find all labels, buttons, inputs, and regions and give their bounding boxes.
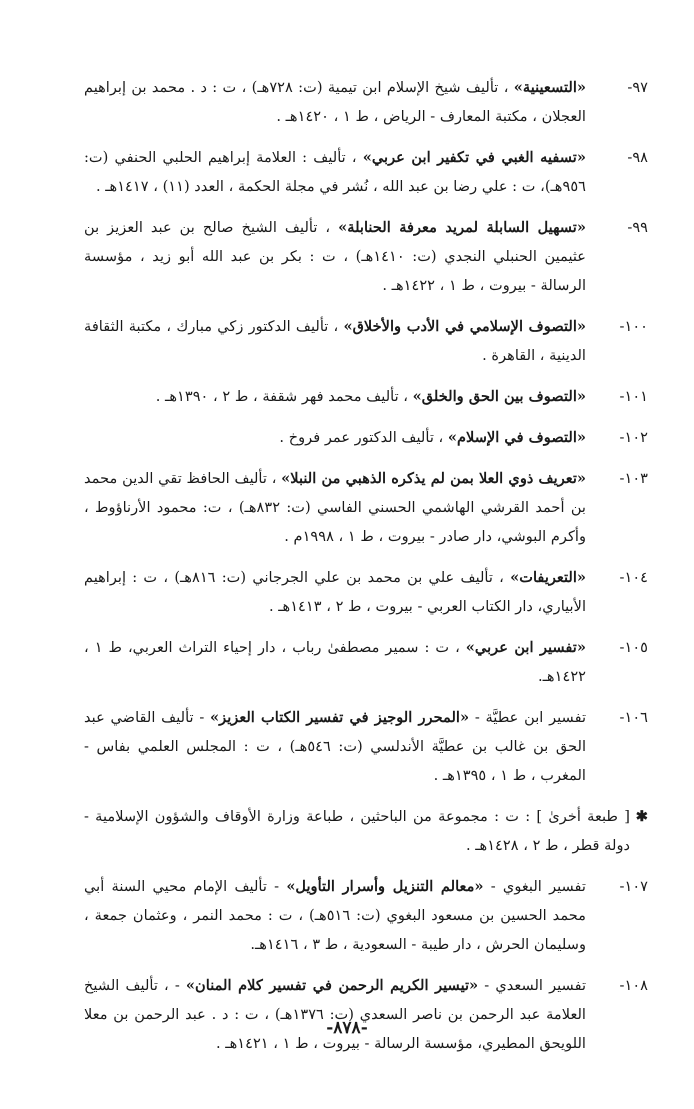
entry-prefix: تفسير السعدي -	[484, 977, 587, 994]
entry-number: ٩٧-	[627, 79, 648, 96]
entry-number: ١٠٣-	[619, 470, 648, 487]
entry-title: «التصوف بين الحق والخلق»	[412, 388, 586, 405]
entry-number: ٩٩-	[627, 219, 648, 236]
entry-title: «المحرر الوجيز في تفسير الكتاب العزيز»	[210, 709, 470, 726]
bibliography-entry	[84, 312, 648, 370]
entry-number: ١٠٦-	[619, 709, 648, 726]
asterisk-icon: ✱	[635, 808, 648, 825]
entry-details: ، تأليف محمد فهر شقفة ، ط ٢ ، ١٣٩٠هـ .	[155, 388, 408, 405]
entry-number: ٩٨-	[627, 149, 648, 166]
entry-title: «تيسير الكريم الرحمن في تفسير كلام المنان»	[185, 977, 479, 994]
entry-title: «تسفيه الغبي في تكفير ابن عربي»	[362, 149, 586, 166]
entry-number: ١٠٥-	[619, 639, 648, 656]
entry-title: «تسهيل السابلة لمريد معرفة الحنابلة»	[338, 219, 586, 236]
bibliography-entry	[84, 872, 648, 959]
entry-details: ، تأليف علي بن محمد بن علي الجرجاني (ت: ٨١٦هـ) ، ت : إبراهيم الأبياري، دار الكتاب العربي - بيروت ، ط ٢ ، ١٤١٣هـ .	[84, 569, 586, 615]
bibliography-entry	[84, 633, 648, 691]
bibliography-entry	[84, 73, 648, 131]
bibliography-entry	[84, 143, 648, 201]
entry-title: «تفسير ابن عربي»	[465, 639, 586, 656]
entry-prefix: تفسير ابن عطيَّة -	[474, 709, 587, 726]
bibliography-entry	[84, 703, 648, 790]
entry-details: ، تأليف الحافظ تقي الدين محمد بن أحمد القرشي الهاشمي الحسني الفاسي (ت: ٨٣٢هـ) ، ت: محمود الأرناؤوط ، وأكرم البوشي، دار صادر - بيروت ، ط ١ ، ١٩٩٨م .	[84, 470, 586, 545]
entry-number: ١٠٤-	[619, 569, 648, 586]
entry-details: - ، تأليف الشيخ العلامة عبد الرحمن بن ناصر السعدي (ت: ١٣٧٦هـ) ، ت : د . عبد الرحمن بن معلا اللويحق المطيري، مؤسسة الرسالة - بيروت ، ط ١ ، ١٤٢١هـ .	[84, 977, 586, 1052]
bibliography-entry	[84, 382, 648, 411]
page-number: -٨٧٨-	[326, 1018, 368, 1038]
entry-details: ، تأليف الدكتور عمر فروخ .	[279, 429, 444, 446]
entry-details: - تأليف القاضي عبد الحق بن غالب بن عطيَّة الأندلسي (ت: ٥٤٦هـ) ، ت : المجلس العلمي بفاس - المغرب ، ط ١ ، ١٣٩٥هـ .	[84, 709, 586, 784]
note-text: [ طبعة أخرىٰ ] : ت : مجموعة من الباحثين ، طباعة وزارة الأوقاف والشؤون الإسلامية - دولة قطر ، ط ٢ ، ١٤٢٨هـ .	[84, 808, 630, 854]
entry-details: ، تأليف شيخ الإسلام ابن تيمية (ت: ٧٢٨هـ) ، ت : د . محمد بن إبراهيم العجلان ، مكتبة المعارف - الرياض ، ط ١ ، ١٤٢٠هـ .	[84, 79, 586, 125]
entry-number: ١٠٢-	[619, 429, 648, 446]
entry-details: ، ت : سمير مصطفىٰ رباب ، دار إحياء التراث العربي، ط ١ ، ١٤٢٢هـ.	[84, 639, 586, 685]
entry-title: «التصوف الإسلامي في الأدب والأخلاق»	[343, 318, 587, 335]
entry-details: ، تأليف الدكتور زكي مبارك ، مكتبة الثقافة الدينية ، القاهرة .	[84, 318, 586, 364]
entry-title: «تعريف ذوي العلا بمن لم يذكره الذهبي من النبلا»	[281, 470, 587, 487]
entry-details: - تأليف الإمام محيي السنة أبي محمد الحسين بن مسعود البغوي (ت: ٥١٦هـ) ، ت : محمد النمر ، وعثمان جمعة ، وسليمان الحرش ، دار طيبة - السعودية ، ط ٣ ، ١٤١٦هـ.	[84, 878, 586, 953]
bibliography-entry	[84, 971, 648, 1058]
entry-number: ١٠٧-	[619, 878, 648, 895]
bibliography-entry	[84, 423, 648, 452]
entry-details: ، تأليف : العلامة إبراهيم الحلبي الحنفي (ت: ٩٥٦هـ)، ت : علي رضا بن عبد الله ، نُشر في مجلة الحكمة ، العدد (١١) ، ١٤١٧هـ .	[84, 149, 586, 195]
entry-title: «معالم التنزيل وأسرار التأويل»	[286, 878, 484, 895]
entry-number: ١٠٨-	[619, 977, 648, 994]
entry-prefix: تفسير البغوي -	[490, 878, 586, 895]
entry-title: «التصوف في الإسلام»	[447, 429, 586, 446]
entry-details: ، تأليف الشيخ صالح بن عبد العزيز بن عثيمين الحنبلي النجدي (ت: ١٤١٠هـ) ، ت : بكر بن عبد الله أبو زيد ، مؤسسة الرسالة - بيروت ، ط ١ ، ١٤٢٢هـ .	[84, 219, 586, 294]
entry-title: «التعريفات»	[510, 569, 586, 586]
bibliography-entry	[84, 464, 648, 551]
entry-number: ١٠١-	[619, 388, 648, 405]
entry-number: ١٠٠-	[619, 318, 648, 335]
entry-title: «التسعينية»	[513, 79, 586, 96]
bibliography-entry	[84, 213, 648, 300]
bibliography-entry	[84, 563, 648, 621]
bibliography-list	[84, 73, 648, 790]
edition-note	[84, 802, 648, 860]
